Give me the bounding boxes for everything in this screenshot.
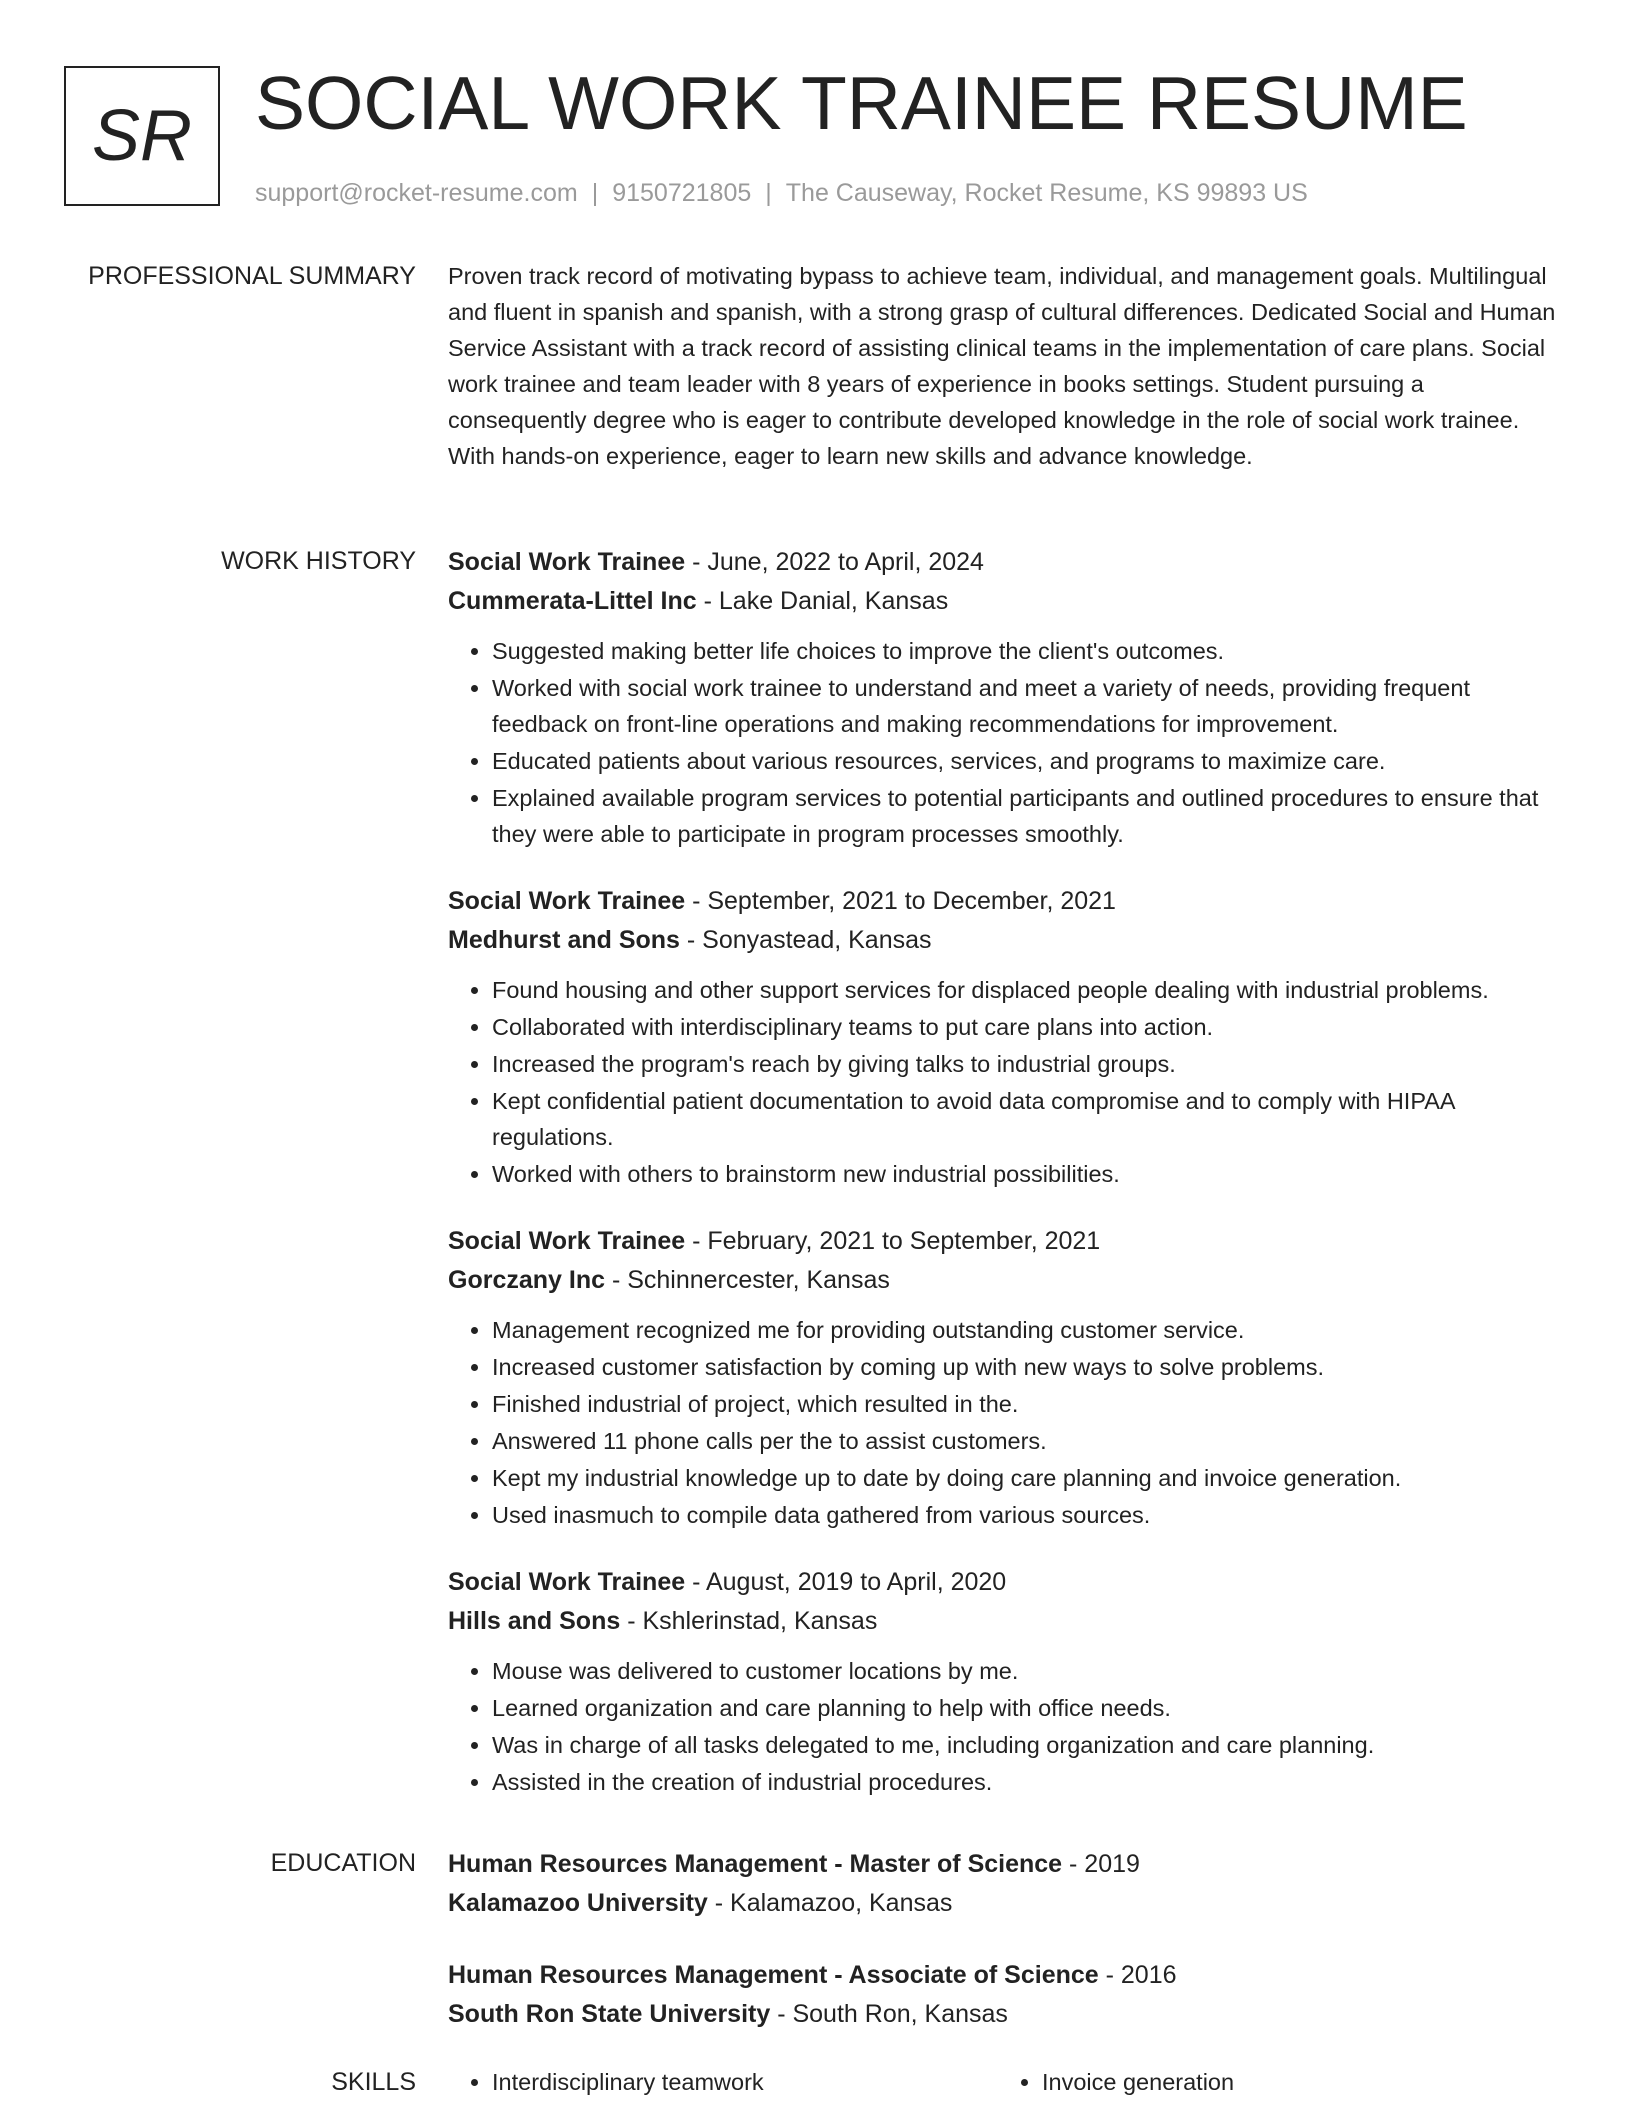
job-bullets bbox=[448, 1653, 1560, 1800]
degree-line bbox=[448, 1956, 1560, 1995]
job-bullet: • Was in charge of all tasks delegated to me, including organization and care planning. bbox=[492, 1727, 1560, 1763]
job-location: - Kshlerinstad, Kansas bbox=[620, 1607, 878, 1635]
contact-line bbox=[255, 177, 1308, 209]
skills-label: SKILLS bbox=[331, 2068, 416, 2096]
skill-item: • Invoice generation bbox=[1042, 2064, 1548, 2100]
degree: Human Resources Management - Master of Science bbox=[448, 1850, 1063, 1878]
school: South Ron State University bbox=[448, 2000, 771, 2028]
education-body bbox=[448, 1845, 1560, 2067]
job-entry bbox=[448, 1563, 1560, 1800]
job-dates: - February, 2021 to September, 2021 bbox=[685, 1227, 1101, 1255]
education-entry bbox=[448, 1956, 1560, 2034]
skill-item: • Interdisciplinary teamwork bbox=[492, 2064, 998, 2100]
job-bullet: • Found housing and other support services for displaced people dealing with industrial problems. bbox=[492, 972, 1560, 1008]
job-bullet: • Increased the program's reach by giving talks to industrial groups. bbox=[492, 1046, 1560, 1082]
job-location: - Sonyastead, Kansas bbox=[679, 926, 932, 954]
job-dates: - June, 2022 to April, 2024 bbox=[685, 548, 984, 576]
degree-year: - 2016 bbox=[1098, 1961, 1177, 1989]
skills-column-left bbox=[448, 2064, 998, 2100]
job-bullet: • Kept confidential patient documentation to avoid data compromise and to comply with HIPAA regulations. bbox=[492, 1083, 1560, 1155]
resume-title: SOCIAL WORK TRAINEE RESUME bbox=[255, 61, 1468, 145]
job-location: - Schinnercester, Kansas bbox=[605, 1266, 890, 1294]
skills-column-right bbox=[998, 2064, 1548, 2100]
summary-text: Proven track record of motivating bypass to achieve team, individual, and management goals. Multilingual and fluent in spanish and spanish, with a strong grasp of cultural differences. Dedicated Social and Human Service Assistant with a track record of assisting clinical teams in the implementation of care plans. Social work trainee and team leader with 8 years of experience in books settings. Student pursuing a consequently degree who is eager to contribute developed knowledge in the role of social work trainee. With hands-on experience, eager to learn new skills and advance knowledge. bbox=[448, 263, 1556, 469]
contact-email: support@rocket-resume.com bbox=[255, 179, 578, 207]
job-company: Hills and Sons bbox=[448, 1607, 621, 1635]
job-title-line bbox=[448, 882, 1560, 921]
job-bullet: • Worked with others to brainstorm new industrial possibilities. bbox=[492, 1156, 1560, 1192]
job-bullets bbox=[448, 1312, 1560, 1533]
job-entry bbox=[448, 543, 1560, 852]
job-dates: - September, 2021 to December, 2021 bbox=[685, 887, 1116, 915]
job-bullet: • Kept my industrial knowledge up to date by doing care planning and invoice generation. bbox=[492, 1460, 1560, 1496]
job-bullet: • Educated patients about various resources, services, and programs to maximize care. bbox=[492, 743, 1560, 779]
school-location: - South Ron, Kansas bbox=[770, 2000, 1008, 2028]
job-company-line bbox=[448, 582, 1560, 621]
job-title-line bbox=[448, 543, 1560, 582]
job-company: Gorczany Inc bbox=[448, 1266, 605, 1294]
education-entry bbox=[448, 1845, 1560, 1923]
work-history-body bbox=[448, 543, 1560, 1830]
monogram-badge: SR bbox=[64, 66, 220, 206]
summary-label: PROFESSIONAL SUMMARY bbox=[88, 262, 416, 290]
degree-year: - 2019 bbox=[1062, 1850, 1140, 1878]
job-dates: - August, 2019 to April, 2020 bbox=[685, 1568, 1007, 1596]
job-title: Social Work Trainee bbox=[448, 1227, 686, 1255]
job-title: Social Work Trainee bbox=[448, 887, 686, 915]
job-bullet: • Assisted in the creation of industrial procedures. bbox=[492, 1764, 1560, 1800]
degree-line bbox=[448, 1845, 1560, 1884]
job-company: Medhurst and Sons bbox=[448, 926, 680, 954]
job-bullet: • Suggested making better life choices to improve the client's outcomes. bbox=[492, 633, 1560, 669]
job-location: - Lake Danial, Kansas bbox=[696, 587, 949, 615]
contact-address: The Causeway, Rocket Resume, KS 99893 US bbox=[785, 179, 1308, 207]
contact-phone: 9150721805 bbox=[612, 179, 752, 207]
degree: Human Resources Management - Associate of Science bbox=[448, 1961, 1099, 1989]
job-bullet: • Answered 11 phone calls per the to assist customers. bbox=[492, 1423, 1560, 1459]
work-history-label: WORK HISTORY bbox=[221, 547, 416, 575]
job-company: Cummerata-Littel Inc bbox=[448, 587, 697, 615]
job-bullet: • Worked with social work trainee to understand and meet a variety of needs, providing frequent feedback on front-line operations and making recommendations for improvement. bbox=[492, 670, 1560, 742]
job-title: Social Work Trainee bbox=[448, 548, 686, 576]
resume-header bbox=[64, 61, 1584, 211]
school: Kalamazoo University bbox=[448, 1889, 708, 1917]
contact-separator: | bbox=[765, 179, 772, 207]
skills-body bbox=[448, 2064, 1560, 2100]
contact-separator: | bbox=[591, 179, 599, 207]
job-title-line bbox=[448, 1222, 1560, 1261]
job-bullet: • Learned organization and care planning to help with office needs. bbox=[492, 1690, 1560, 1726]
job-company-line bbox=[448, 1261, 1560, 1300]
school-line bbox=[448, 1884, 1560, 1923]
job-bullet: • Management recognized me for providing outstanding customer service. bbox=[492, 1312, 1560, 1348]
job-entry bbox=[448, 882, 1560, 1192]
job-bullet: • Mouse was delivered to customer locations by me. bbox=[492, 1653, 1560, 1689]
job-bullet: • Collaborated with interdisciplinary teams to put care plans into action. bbox=[492, 1009, 1560, 1045]
job-bullet: • Increased customer satisfaction by coming up with new ways to solve problems. bbox=[492, 1349, 1560, 1385]
job-bullets bbox=[448, 633, 1560, 852]
school-location: - Kalamazoo, Kansas bbox=[707, 1889, 953, 1917]
job-bullet: • Finished industrial of project, which resulted in the. bbox=[492, 1386, 1560, 1422]
job-bullet: • Used inasmuch to compile data gathered from various sources. bbox=[492, 1497, 1560, 1533]
skills-grid bbox=[448, 2064, 1560, 2100]
job-company-line bbox=[448, 921, 1560, 960]
job-title: Social Work Trainee bbox=[448, 1568, 686, 1596]
job-bullet: • Explained available program services to potential participants and outlined procedures to ensure that they were able to participate in program processes smoothly. bbox=[492, 780, 1560, 852]
school-line bbox=[448, 1995, 1560, 2034]
job-bullets bbox=[448, 972, 1560, 1192]
education-label: EDUCATION bbox=[270, 1849, 416, 1877]
job-company-line bbox=[448, 1602, 1560, 1641]
job-entry bbox=[448, 1222, 1560, 1533]
job-title-line bbox=[448, 1563, 1560, 1602]
